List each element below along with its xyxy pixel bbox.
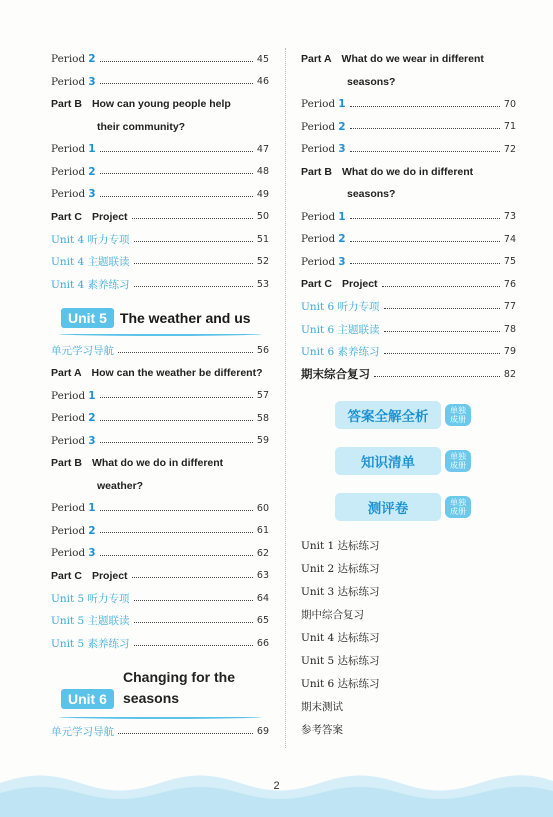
toc-entry bbox=[51, 116, 269, 139]
part-heading bbox=[301, 166, 473, 178]
section-label: Unit 5 听力专项 bbox=[51, 592, 130, 605]
part-label: Part B bbox=[301, 165, 332, 178]
page-ref: 78 bbox=[503, 323, 516, 335]
period-number: 1 bbox=[88, 389, 96, 402]
dot-leader bbox=[118, 352, 253, 353]
supplement-item bbox=[301, 438, 516, 484]
page-ref: 60 bbox=[256, 502, 269, 514]
test-item: 参考答案 bbox=[301, 723, 343, 736]
part-title: Project bbox=[91, 210, 128, 223]
toc-entry bbox=[51, 610, 269, 633]
part-label: Part C bbox=[51, 569, 82, 582]
period-label bbox=[51, 53, 96, 65]
section-label: 单元学习导航 bbox=[51, 345, 114, 358]
toc-entry bbox=[301, 93, 516, 116]
section-label: Unit 5 主题联读 bbox=[51, 615, 130, 628]
part-label: Part A bbox=[51, 367, 82, 380]
dot-leader bbox=[118, 733, 253, 734]
toc-entry bbox=[51, 340, 269, 363]
toc-entry bbox=[51, 430, 269, 453]
dot-leader bbox=[350, 241, 500, 242]
toc-entry bbox=[51, 475, 269, 498]
unit6-badge: Unit 6 bbox=[61, 689, 114, 709]
page-ref: 63 bbox=[256, 570, 269, 582]
page-ref: 72 bbox=[503, 143, 516, 155]
period-number: 1 bbox=[88, 502, 96, 515]
page-ref: 73 bbox=[503, 211, 516, 223]
toc-entry bbox=[51, 273, 269, 296]
dot-leader bbox=[100, 532, 253, 533]
part-label: Part B bbox=[51, 457, 82, 470]
dot-leader bbox=[100, 442, 253, 443]
page-ref: 74 bbox=[503, 233, 516, 245]
test-item: Unit 2 达标练习 bbox=[301, 562, 380, 575]
toc-entry bbox=[301, 161, 516, 184]
supplement-pill: 知识清单 bbox=[335, 447, 441, 475]
toc-entry bbox=[51, 362, 269, 385]
dot-leader bbox=[384, 308, 500, 309]
dot-leader bbox=[384, 331, 500, 332]
dot-leader bbox=[134, 645, 253, 646]
toc-entry bbox=[51, 183, 269, 206]
page-ref: 62 bbox=[256, 547, 269, 559]
dot-leader bbox=[350, 151, 500, 152]
period-label bbox=[51, 412, 96, 424]
page-ref: 45 bbox=[256, 53, 269, 65]
dot-leader bbox=[100, 173, 253, 174]
dot-leader bbox=[374, 376, 500, 377]
toc-entry bbox=[51, 48, 269, 71]
period-label bbox=[51, 525, 96, 537]
period-label bbox=[51, 435, 96, 447]
page-ref: 70 bbox=[503, 98, 516, 110]
dot-leader bbox=[134, 263, 253, 264]
page-ref: 75 bbox=[503, 256, 516, 268]
dot-leader bbox=[382, 286, 500, 287]
part-label: Part C bbox=[51, 210, 82, 223]
unit5-heading bbox=[51, 296, 269, 340]
page-ref: 53 bbox=[256, 278, 269, 290]
dot-leader bbox=[100, 196, 253, 197]
part-label: Part C bbox=[301, 278, 332, 291]
page-ref: 82 bbox=[503, 368, 516, 380]
period-number: 2 bbox=[338, 233, 346, 246]
toc-right-rows bbox=[301, 48, 516, 386]
supplement-pill: 答案全解全析 bbox=[335, 401, 441, 429]
section-label: Unit 4 主题联读 bbox=[51, 256, 130, 269]
page-ref: 47 bbox=[256, 143, 269, 155]
dot-leader bbox=[134, 286, 253, 287]
toc-entry bbox=[301, 341, 516, 364]
period-text: Period bbox=[51, 165, 86, 178]
dot-leader bbox=[100, 510, 253, 511]
period-number: 3 bbox=[338, 255, 346, 268]
part-title-cont: seasons? bbox=[347, 75, 396, 88]
period-text: Period bbox=[301, 233, 336, 246]
page-ref: 50 bbox=[256, 211, 269, 223]
toc-entry bbox=[51, 161, 269, 184]
toc-entry bbox=[301, 48, 516, 71]
page-ref: 49 bbox=[256, 188, 269, 200]
period-number: 3 bbox=[88, 547, 96, 560]
unit6-title-line2: seasons bbox=[123, 689, 180, 706]
test-item: Unit 1 达标练习 bbox=[301, 539, 380, 552]
period-label bbox=[301, 98, 346, 110]
page-ref: 64 bbox=[256, 592, 269, 604]
supplement-item bbox=[301, 392, 516, 438]
toc-entry bbox=[51, 93, 269, 116]
page-ref: 69 bbox=[256, 726, 269, 738]
dot-leader bbox=[100, 151, 253, 152]
unit5-title: The weather and us bbox=[119, 309, 251, 326]
period-number: 2 bbox=[88, 165, 96, 178]
column-divider bbox=[285, 48, 286, 748]
period-text: Period bbox=[51, 547, 86, 560]
test-item: Unit 3 达标练习 bbox=[301, 585, 380, 598]
dot-leader bbox=[350, 128, 500, 129]
part-title: How can the weather be different? bbox=[91, 367, 263, 380]
supplement-item bbox=[301, 484, 516, 530]
page-ref: 58 bbox=[256, 412, 269, 424]
period-number: 3 bbox=[88, 75, 96, 88]
standalone-tag: 单独成册 bbox=[445, 450, 471, 472]
unit6-underline bbox=[59, 715, 261, 719]
part-title: Project bbox=[341, 278, 378, 291]
part-label: Part A bbox=[301, 53, 332, 66]
toc-entry bbox=[301, 318, 516, 341]
toc-entry bbox=[51, 542, 269, 565]
period-label bbox=[301, 233, 346, 245]
page-ref: 77 bbox=[503, 301, 516, 313]
period-number: 1 bbox=[88, 143, 96, 156]
toc-entry bbox=[301, 206, 516, 229]
section-label: Unit 4 听力专项 bbox=[51, 233, 130, 246]
period-label bbox=[301, 256, 346, 268]
dot-leader bbox=[134, 622, 253, 623]
dot-leader bbox=[100, 397, 253, 398]
section-label: 单元学习导航 bbox=[51, 726, 114, 739]
period-text: Period bbox=[51, 143, 86, 156]
part-heading bbox=[51, 570, 128, 582]
test-item: Unit 4 达标练习 bbox=[301, 631, 380, 644]
period-number: 3 bbox=[88, 188, 96, 201]
dot-leader bbox=[350, 218, 500, 219]
unit5-underline bbox=[59, 332, 261, 336]
period-label bbox=[51, 188, 96, 200]
period-label bbox=[51, 390, 96, 402]
toc-left-mid bbox=[51, 340, 269, 655]
page-ref: 57 bbox=[256, 390, 269, 402]
period-number: 2 bbox=[88, 53, 96, 66]
period-text: Period bbox=[51, 412, 86, 425]
period-text: Period bbox=[51, 53, 86, 66]
dot-leader bbox=[132, 218, 253, 219]
page-ref: 76 bbox=[503, 278, 516, 290]
supplement-pills bbox=[301, 386, 516, 530]
part-heading bbox=[301, 278, 378, 290]
supplement-pill: 测评卷 bbox=[335, 493, 441, 521]
toc-entry bbox=[51, 452, 269, 475]
part-title: How can young people help bbox=[91, 98, 231, 111]
page-ref: 51 bbox=[256, 233, 269, 245]
page-ref: 65 bbox=[256, 615, 269, 627]
period-label bbox=[301, 211, 346, 223]
test-item: Unit 5 达标练习 bbox=[301, 654, 380, 667]
part-heading bbox=[51, 98, 231, 110]
period-text: Period bbox=[51, 502, 86, 515]
part-title: What do we do in different bbox=[341, 165, 474, 178]
toc-entry bbox=[301, 296, 516, 319]
unit5-badge: Unit 5 bbox=[61, 308, 114, 328]
toc-entry bbox=[51, 632, 269, 655]
period-label bbox=[301, 121, 346, 133]
period-text: Period bbox=[51, 524, 86, 537]
period-label bbox=[51, 502, 96, 514]
part-title-cont: their community? bbox=[97, 120, 186, 133]
period-label bbox=[301, 143, 346, 155]
toc-entry bbox=[51, 565, 269, 588]
toc-entry bbox=[51, 206, 269, 229]
toc-left-column bbox=[51, 48, 269, 743]
toc-entry bbox=[301, 251, 516, 274]
toc-entry bbox=[301, 273, 516, 296]
page-ref: 79 bbox=[503, 346, 516, 358]
dot-leader bbox=[134, 241, 253, 242]
period-text: Period bbox=[51, 75, 86, 88]
test-item: Unit 6 达标练习 bbox=[301, 677, 380, 690]
test-list bbox=[301, 530, 516, 741]
period-number: 2 bbox=[88, 524, 96, 537]
period-text: Period bbox=[301, 255, 336, 268]
page-ref: 56 bbox=[256, 345, 269, 357]
toc-left-bottom bbox=[51, 721, 269, 744]
toc-entry bbox=[51, 251, 269, 274]
dot-leader bbox=[134, 600, 253, 601]
dot-leader bbox=[100, 61, 253, 62]
toc-entry bbox=[51, 721, 269, 744]
part-heading bbox=[301, 53, 484, 65]
part-heading bbox=[51, 457, 223, 469]
page-ref: 71 bbox=[503, 121, 516, 133]
toc-entry bbox=[301, 228, 516, 251]
toc-entry bbox=[51, 497, 269, 520]
part-title-cont: weather? bbox=[97, 479, 144, 492]
period-text: Period bbox=[301, 120, 336, 133]
period-label bbox=[51, 76, 96, 88]
page-ref: 66 bbox=[256, 637, 269, 649]
period-number: 1 bbox=[338, 98, 346, 111]
period-number: 1 bbox=[338, 210, 346, 223]
toc-entry bbox=[51, 520, 269, 543]
toc-entry bbox=[301, 116, 516, 139]
section-label: Unit 6 听力专项 bbox=[301, 301, 380, 314]
period-number: 3 bbox=[338, 143, 346, 156]
toc-entry bbox=[51, 587, 269, 610]
toc-right-column bbox=[301, 48, 516, 741]
period-label bbox=[51, 143, 96, 155]
period-text: Period bbox=[301, 98, 336, 111]
dot-leader bbox=[132, 577, 253, 578]
toc-entry bbox=[51, 385, 269, 408]
period-label bbox=[51, 166, 96, 178]
unit6-heading bbox=[51, 655, 269, 721]
toc-entry bbox=[51, 71, 269, 94]
section-label: 期末综合复习 bbox=[301, 367, 370, 382]
toc-entry bbox=[301, 183, 516, 206]
dot-leader bbox=[350, 106, 500, 107]
toc-entry bbox=[301, 138, 516, 161]
page-number: 2 bbox=[273, 780, 280, 792]
standalone-tag: 单独成册 bbox=[445, 404, 471, 426]
dot-leader bbox=[384, 353, 500, 354]
period-text: Period bbox=[301, 143, 336, 156]
period-text: Period bbox=[301, 210, 336, 223]
unit6-title-line1: Changing for the bbox=[123, 668, 235, 685]
toc-left-top bbox=[51, 48, 269, 296]
dot-leader bbox=[100, 420, 253, 421]
period-text: Period bbox=[51, 188, 86, 201]
part-title: What do we wear in different bbox=[341, 53, 484, 66]
test-item: 期中综合复习 bbox=[301, 608, 364, 621]
page-ref: 59 bbox=[256, 435, 269, 447]
section-label: Unit 6 素养练习 bbox=[301, 346, 380, 359]
standalone-tag: 单独成册 bbox=[445, 496, 471, 518]
section-label: Unit 4 素养练习 bbox=[51, 278, 130, 291]
section-label: Unit 5 素养练习 bbox=[51, 637, 130, 650]
dot-leader bbox=[100, 555, 253, 556]
test-item: 期末测试 bbox=[301, 700, 343, 713]
toc-entry bbox=[301, 363, 516, 386]
part-title: What do we do in different bbox=[91, 457, 224, 470]
toc-entry bbox=[51, 138, 269, 161]
dot-leader bbox=[350, 263, 500, 264]
toc-entry bbox=[301, 71, 516, 94]
toc-entry bbox=[51, 228, 269, 251]
toc-entry bbox=[51, 407, 269, 430]
page-ref: 52 bbox=[256, 256, 269, 268]
page-ref: 46 bbox=[256, 76, 269, 88]
page-ref: 61 bbox=[256, 525, 269, 537]
section-label: Unit 6 主题联读 bbox=[301, 323, 380, 336]
part-title: Project bbox=[91, 569, 128, 582]
page-ref: 48 bbox=[256, 166, 269, 178]
part-label: Part B bbox=[51, 98, 82, 111]
part-heading bbox=[51, 211, 128, 223]
period-number: 3 bbox=[88, 434, 96, 447]
part-heading bbox=[51, 367, 263, 379]
period-number: 2 bbox=[338, 120, 346, 133]
period-number: 2 bbox=[88, 412, 96, 425]
period-label bbox=[51, 547, 96, 559]
dot-leader bbox=[100, 83, 253, 84]
period-text: Period bbox=[51, 434, 86, 447]
period-text: Period bbox=[51, 389, 86, 402]
part-title-cont: seasons? bbox=[347, 188, 396, 201]
